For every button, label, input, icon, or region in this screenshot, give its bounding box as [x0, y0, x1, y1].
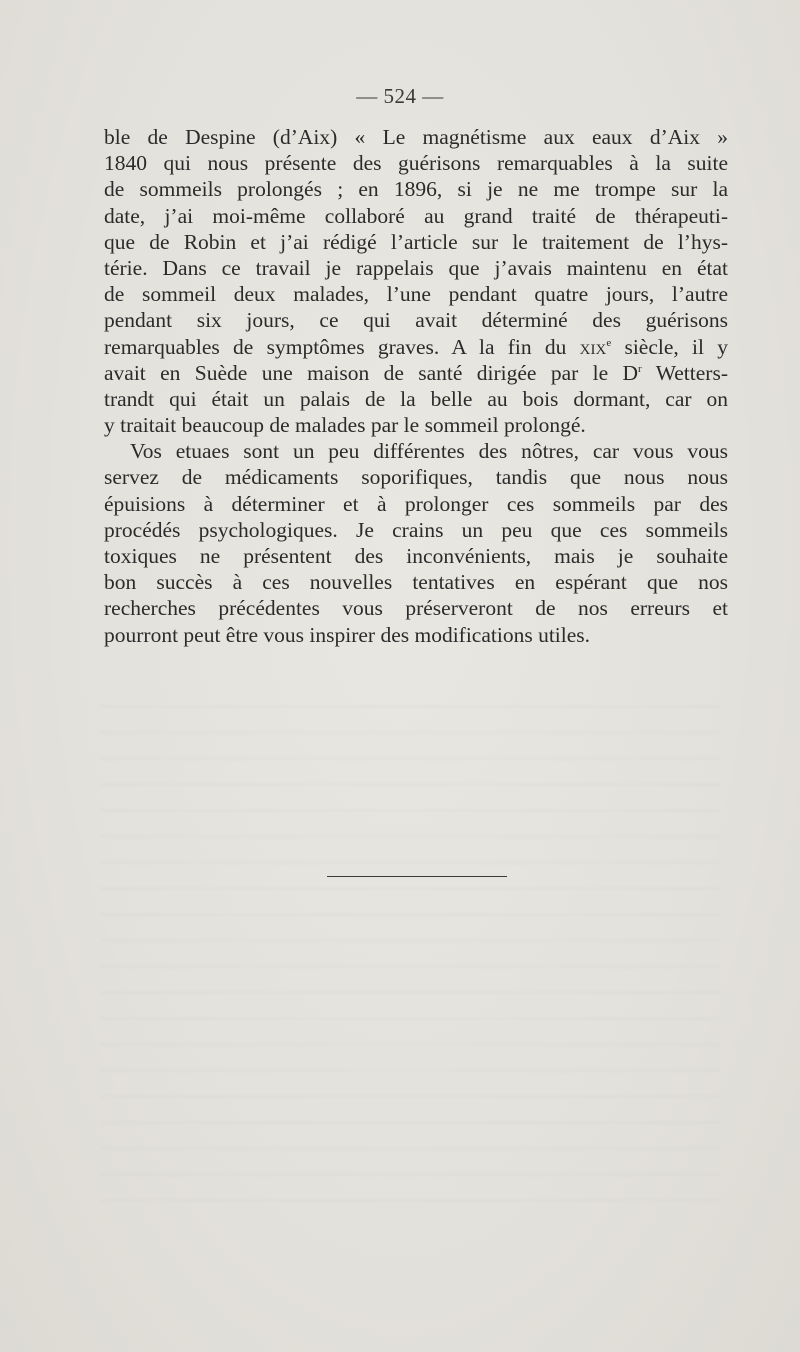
text-fragment: remarquables de symptômes graves. A la fin du	[104, 334, 580, 359]
text-fragment: Wetters-	[641, 360, 728, 385]
text-line: bon succès à ces nouvelles tentatives en espérant que nos	[104, 570, 728, 595]
text-line: servez de médicaments soporifiques, tandis que nous nous	[104, 465, 728, 490]
text-line: 1840 qui nous présente des guérisons remarquables à la suite	[104, 151, 728, 176]
text-line: date, j’ai moi-même collaboré au grand traité de thérapeuti-	[104, 203, 728, 228]
text-line: épuisions à déterminer et à prolonger ces sommeils par des	[104, 491, 728, 516]
text-line: pourront peut être vous inspirer des modifications utiles.	[104, 622, 591, 647]
text-line: de sommeil deux malades, l’une pendant quatre jours, l’autre	[104, 282, 728, 307]
page-number: — 524 —	[356, 84, 444, 108]
text-line: ble de Despine (d’Aix) « Le magnétisme aux eaux d’Aix »	[104, 125, 728, 149]
century-numeral: xix	[579, 334, 607, 359]
text-line: Vos etuaes sont un peu différentes des nôtres, car vous vous	[130, 439, 728, 464]
text-line: de sommeils prolongés ; en 1896, si je ne me trompe sur la	[104, 177, 728, 202]
superscript: r	[638, 362, 642, 375]
text-line	[104, 334, 728, 360]
body-text	[104, 124, 728, 648]
text-line: térie. Dans ce travail je rappelais que j’avais maintenu en état	[104, 255, 728, 280]
show-through-texture	[100, 690, 720, 1210]
section-rule	[327, 876, 507, 877]
text-fragment: siècle, il y	[611, 334, 728, 359]
text-line: toxiques ne présentent des inconvénients, mais je souhaite	[104, 544, 728, 568]
text-line: trandt qui était un palais de la belle au bois dormant, car on	[104, 386, 728, 411]
text-line	[104, 360, 728, 386]
text-line: recherches précédentes vous préserveront de nos erreurs et	[104, 596, 728, 621]
text-line: y traitait beaucoup de malades par le sommeil prolongé.	[104, 413, 586, 438]
text-line: procédés psychologiques. Je crains un peu que ces sommeils	[104, 517, 728, 542]
superscript: e	[606, 336, 612, 349]
text-line: que de Robin et j’ai rédigé l’article sur le traitement de l’hys-	[104, 229, 728, 254]
text-fragment: avait en Suède une maison de santé dirigée par le D	[104, 360, 639, 385]
text-line: pendant six jours, ce qui avait déterminé des guérisons	[104, 308, 728, 333]
